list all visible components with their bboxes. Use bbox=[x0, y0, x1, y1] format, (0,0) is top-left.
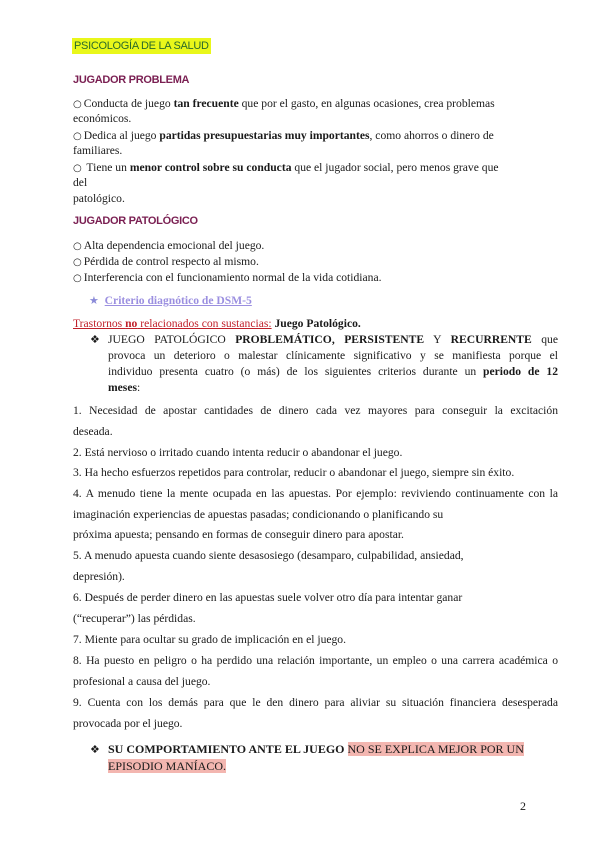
criterio-4-cont2: próxima apuesta; pensando en formas de conseguir dinero para apostar. bbox=[73, 528, 404, 541]
criterio-4: 4. A menudo tiene la mente ocupada en las apuestas. Por ejemplo: reviviendo continuamente con la bbox=[73, 487, 558, 500]
criterio-9: 9. Cuenta con los demás para que le den dinero para aliviar su situación financiera desesperada bbox=[73, 696, 558, 709]
circle-bullet-icon: ○ bbox=[73, 273, 82, 284]
definicion-line-4: meses: bbox=[108, 381, 141, 394]
section-title-jugador-problema: JUGADOR PROBLEMA bbox=[73, 74, 190, 86]
circle-bullet-icon: ○ bbox=[73, 241, 82, 252]
problema-bullet-1: ○ Conducta de juego tan frecuente que por el gasto, en algunas ocasiones, crea problemas bbox=[73, 97, 495, 110]
criterio-dsm5-heading bbox=[89, 293, 252, 308]
problema-bullet-2-cont: familiares. bbox=[73, 144, 123, 157]
patologico-item-2: ○ Pérdida de control respecto al mismo. bbox=[73, 255, 259, 268]
problema-bullet-3-cont2: patológico. bbox=[73, 192, 125, 205]
section-title-jugador-patologico: JUGADOR PATOLÓGICO bbox=[73, 215, 198, 227]
criterio-1-cont: deseada. bbox=[73, 425, 113, 438]
document-header-tag: PSICOLOGÍA DE LA SALUD bbox=[74, 40, 209, 52]
criterio-8: 8. Ha puesto en peligro o ha perdido una relación importante, un empleo o una carrera académica o bbox=[73, 654, 558, 667]
patologico-item-3: ○ Interferencia con el funcionamiento normal de la vida cotidiana. bbox=[73, 271, 382, 284]
trastornos-line: Trastornos no relacionados con sustancias: Juego Patológico. bbox=[73, 317, 361, 330]
criterio-5: 5. A menudo apuesta cuando siente desasosiego (desamparo, culpabilidad, ansiedad, bbox=[73, 549, 464, 562]
problema-bullet-3: ○ Tiene un menor control sobre su conducta que el jugador social, pero menos grave que bbox=[73, 161, 499, 174]
definicion-bullet bbox=[90, 332, 100, 347]
problema-bullet-2: ○ Dedica al juego partidas presupuestarias muy importantes, como ahorros o dinero de bbox=[73, 129, 494, 142]
problema-bullet-1-cont: económicos. bbox=[73, 112, 132, 125]
criterio-4-cont: imaginación experiencias de apuestas pasadas; condicionando o planificando su bbox=[73, 508, 444, 521]
diamond-bullet-icon: ❖ bbox=[90, 743, 100, 756]
highlight-episodio: EPISODIO MANÍACO. bbox=[108, 759, 227, 773]
criterio-dsm5-link[interactable]: Criterio diagnótico de DSM-5 bbox=[104, 294, 252, 307]
criterio-3: 3. Ha hecho esfuerzos repetidos para controlar, reducir o abandonar el juego, siempre sin éxito. bbox=[73, 466, 515, 479]
final-line-2 bbox=[108, 759, 226, 774]
criterio-9-cont: provocada por el juego. bbox=[73, 717, 183, 730]
patologico-item-1: ○ Alta dependencia emocional del juego. bbox=[73, 239, 265, 252]
problema-bullet-3-cont: del bbox=[73, 176, 88, 189]
page-number: 2 bbox=[520, 799, 526, 813]
circle-bullet-icon: ○ bbox=[73, 257, 82, 268]
criterio-7: 7. Miente para ocultar su grado de implicación en el juego. bbox=[73, 633, 347, 646]
definicion-line-3: individuo presenta cuatro (o más) de los siguientes criterios durante un periodo de 12 bbox=[108, 365, 558, 378]
criterio-6-cont: (“recuperar”) las pérdidas. bbox=[73, 612, 196, 625]
diamond-bullet-icon: ❖ bbox=[90, 333, 100, 346]
final-bullet bbox=[90, 742, 100, 757]
definicion-line-2: provoca un deterioro o malestar clínicamente significativo y se manifiesta porque el bbox=[108, 349, 558, 362]
criterio-8-cont: profesional a causa del juego. bbox=[73, 675, 211, 688]
circle-bullet-icon: ○ bbox=[73, 99, 82, 110]
criterio-1: 1. Necesidad de apostar cantidades de dinero cada vez mayores para conseguir la excitación bbox=[73, 404, 558, 417]
final-line-1: SU COMPORTAMIENTO ANTE EL JUEGO NO SE EXPLICA MEJOR POR UN bbox=[108, 742, 524, 756]
criterio-2: 2. Está nervioso o irritado cuando intenta reducir o abandonar el juego. bbox=[73, 446, 403, 459]
highlight-no-explica: NO SE EXPLICA MEJOR POR UN bbox=[347, 742, 524, 756]
criterio-5-cont: depresión). bbox=[73, 570, 125, 583]
circle-bullet-icon: ○ bbox=[73, 163, 82, 174]
definicion-line-1: JUEGO PATOLÓGICO PROBLEMÁTICO, PERSISTENTE Y RECURRENTE que bbox=[108, 333, 558, 346]
star-icon: ★ bbox=[89, 294, 99, 307]
criterio-6: 6. Después de perder dinero en las apuestas suele volver otro día para intentar ganar bbox=[73, 591, 463, 604]
circle-bullet-icon: ○ bbox=[73, 131, 82, 142]
